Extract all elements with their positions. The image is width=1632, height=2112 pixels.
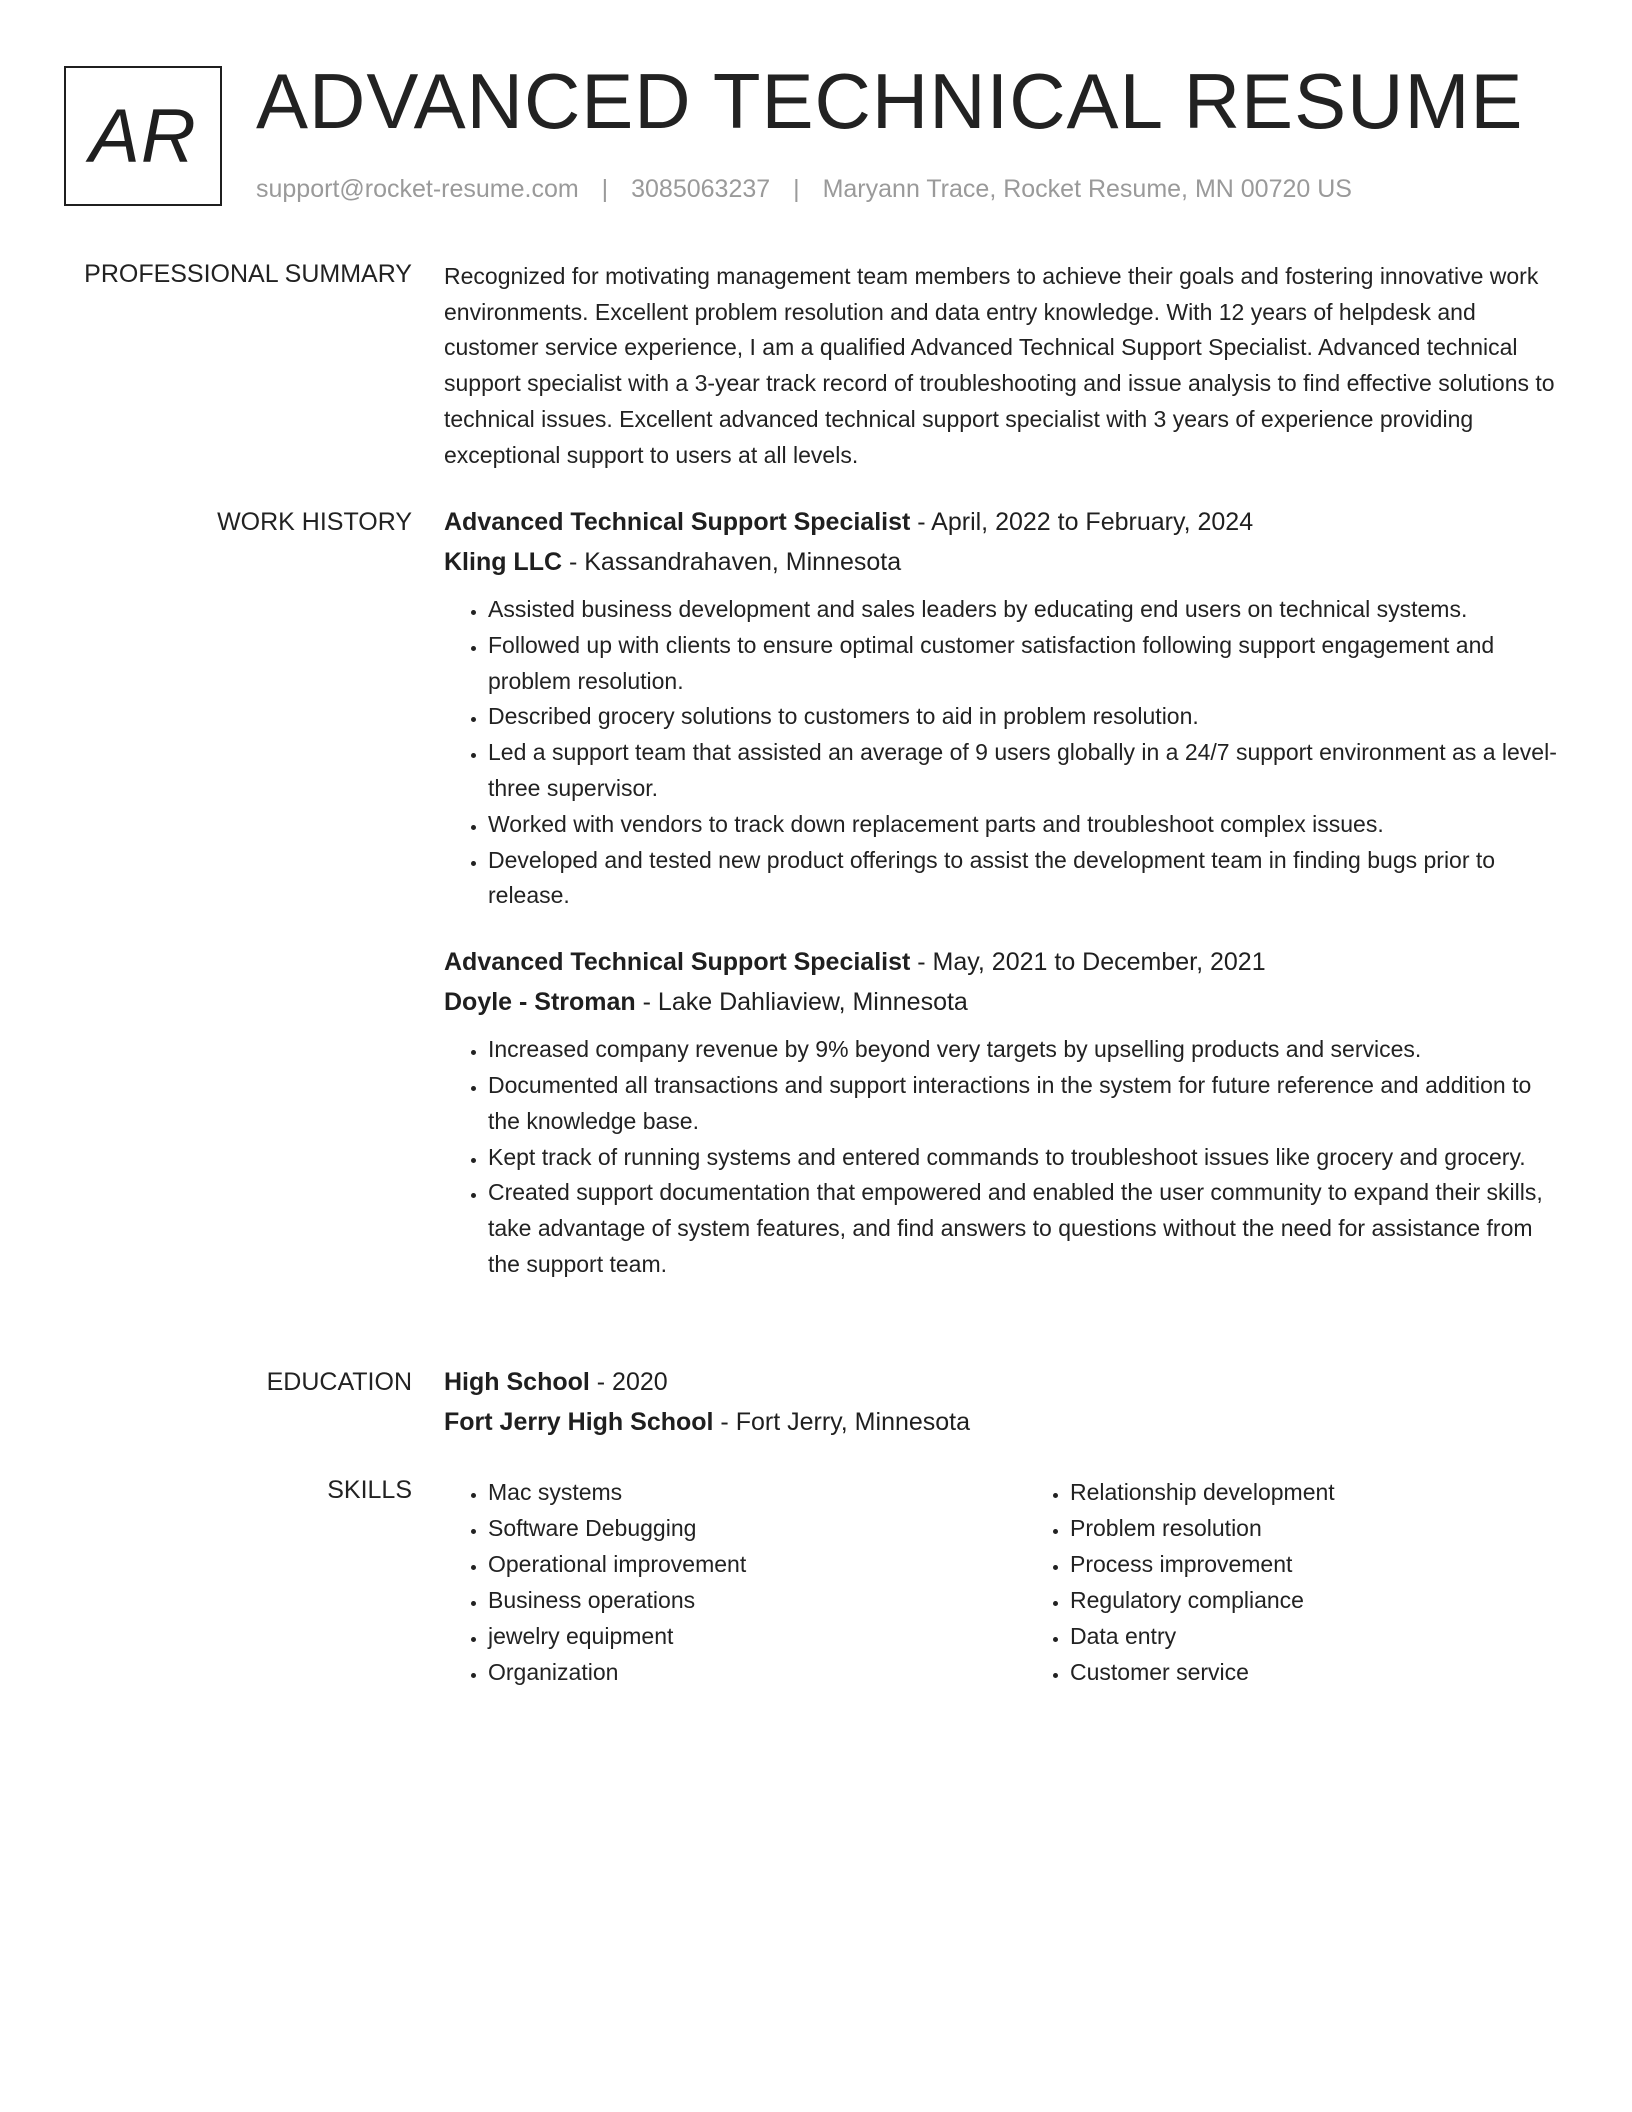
job-company-line xyxy=(444,542,1562,582)
contact-line xyxy=(256,174,1352,204)
education-location: - Fort Jerry, Minnesota xyxy=(713,1408,971,1436)
skill-item: • Data entry xyxy=(1070,1618,1562,1654)
job-bullet: • Followed up with clients to ensure optimal customer satisfaction following support engagement and problem resolution. xyxy=(488,628,1562,700)
job-bullet: • Led a support team that assisted an average of 9 users globally in a 24/7 support environment as a level-three supervisor. xyxy=(488,735,1562,807)
job-title: Advanced Technical Support Specialist xyxy=(444,948,911,977)
skills-list-right xyxy=(1026,1474,1562,1690)
section-heading-work-history: WORK HISTORY xyxy=(217,508,412,536)
contact-address: Maryann Trace, Rocket Resume, MN 00720 US xyxy=(822,175,1352,203)
education-degree-line xyxy=(444,1362,1562,1402)
skill-item: • Mac systems xyxy=(488,1474,980,1510)
education-body xyxy=(444,1362,1562,1442)
summary-text: Recognized for motivating management team members to achieve their goals and fostering innovative work environments. Excellent problem resolution and data entry knowledge. With 12 years of helpdesk and customer service experience, I am a qualified Advanced Technical Support Specialist. Advanced technical support specialist with a 3-year track record of troubleshooting and issue analysis to find effective solutions to technical issues. Excellent advanced technical support specialist with 3 years of experience providing exceptional support to users at all levels. xyxy=(444,263,1555,468)
section-heading-summary: PROFESSIONAL SUMMARY xyxy=(84,260,412,288)
job-company: Doyle - Stroman xyxy=(444,988,636,1017)
summary-body xyxy=(444,259,1562,473)
job-title-line xyxy=(444,502,1562,542)
skill-item: • Operational improvement xyxy=(488,1546,980,1582)
skill-item: • Business operations xyxy=(488,1582,980,1618)
skill-item: • Regulatory compliance xyxy=(1070,1582,1562,1618)
skill-item: • Customer service xyxy=(1070,1654,1562,1690)
job-entry xyxy=(444,502,1562,914)
education-year: - 2020 xyxy=(589,1368,668,1396)
contact-phone: 3085063237 xyxy=(631,175,771,203)
section-heading-education: EDUCATION xyxy=(266,1368,412,1396)
job-bullet: • Worked with vendors to track down replacement parts and troubleshoot complex issues. xyxy=(488,807,1562,843)
skills-columns xyxy=(444,1474,1562,1690)
skill-item: • Process improvement xyxy=(1070,1546,1562,1582)
job-title: Advanced Technical Support Specialist xyxy=(444,508,911,536)
job-bullet: • Documented all transactions and support interactions in the system for future reference and addition to the knowledge base. xyxy=(488,1068,1562,1140)
skill-item: • jewelry equipment xyxy=(488,1618,980,1654)
skills-list-left xyxy=(444,1474,980,1690)
job-dates: - May, 2021 to December, 2021 xyxy=(910,948,1266,977)
job-bullet: • Described grocery solutions to customers to aid in problem resolution. xyxy=(488,699,1562,735)
job-bullet: • Created support documentation that empowered and enabled the user community to expand their skills, take advantage of system features, and find answers to questions without the need for assistance from the support team. xyxy=(488,1175,1562,1282)
education-degree: High School xyxy=(444,1368,590,1396)
job-company: Kling LLC xyxy=(444,548,563,576)
education-school: Fort Jerry High School xyxy=(444,1408,714,1436)
job-bullets xyxy=(444,1032,1562,1283)
job-bullet: • Assisted business development and sales leaders by educating end users on technical systems. xyxy=(488,592,1562,628)
job-location: - Kassandrahaven, Minnesota xyxy=(562,548,902,576)
job-company-line xyxy=(444,982,1562,1022)
job-dates: - April, 2022 to February, 2024 xyxy=(910,508,1254,536)
job-bullets xyxy=(444,592,1562,914)
work-history-body xyxy=(444,502,1562,1283)
job-title-line xyxy=(444,942,1562,982)
education-school-line xyxy=(444,1402,1562,1442)
job-bullet: • Developed and tested new product offerings to assist the development team in finding bugs prior to release. xyxy=(488,843,1562,915)
skill-item: • Problem resolution xyxy=(1070,1510,1562,1546)
resume-title: ADVANCED TECHNICAL RESUME xyxy=(256,57,1524,145)
monogram-text: AR xyxy=(89,93,197,179)
job-location: - Lake Dahliaview, Minnesota xyxy=(635,988,968,1017)
monogram-badge xyxy=(64,66,222,206)
contact-separator: | xyxy=(793,175,800,203)
job-bullet: • Kept track of running systems and entered commands to troubleshoot issues like grocery and grocery. xyxy=(488,1140,1562,1176)
job-entry xyxy=(444,942,1562,1283)
skill-item: • Software Debugging xyxy=(488,1510,980,1546)
job-bullet: • Increased company revenue by 9% beyond very targets by upselling products and services. xyxy=(488,1032,1562,1068)
contact-separator: | xyxy=(601,175,609,203)
skill-item: • Relationship development xyxy=(1070,1474,1562,1510)
skill-item: • Organization xyxy=(488,1654,980,1690)
contact-email: support@rocket-resume.com xyxy=(256,175,579,203)
skills-body xyxy=(444,1474,1562,1690)
section-heading-skills: SKILLS xyxy=(327,1476,412,1504)
